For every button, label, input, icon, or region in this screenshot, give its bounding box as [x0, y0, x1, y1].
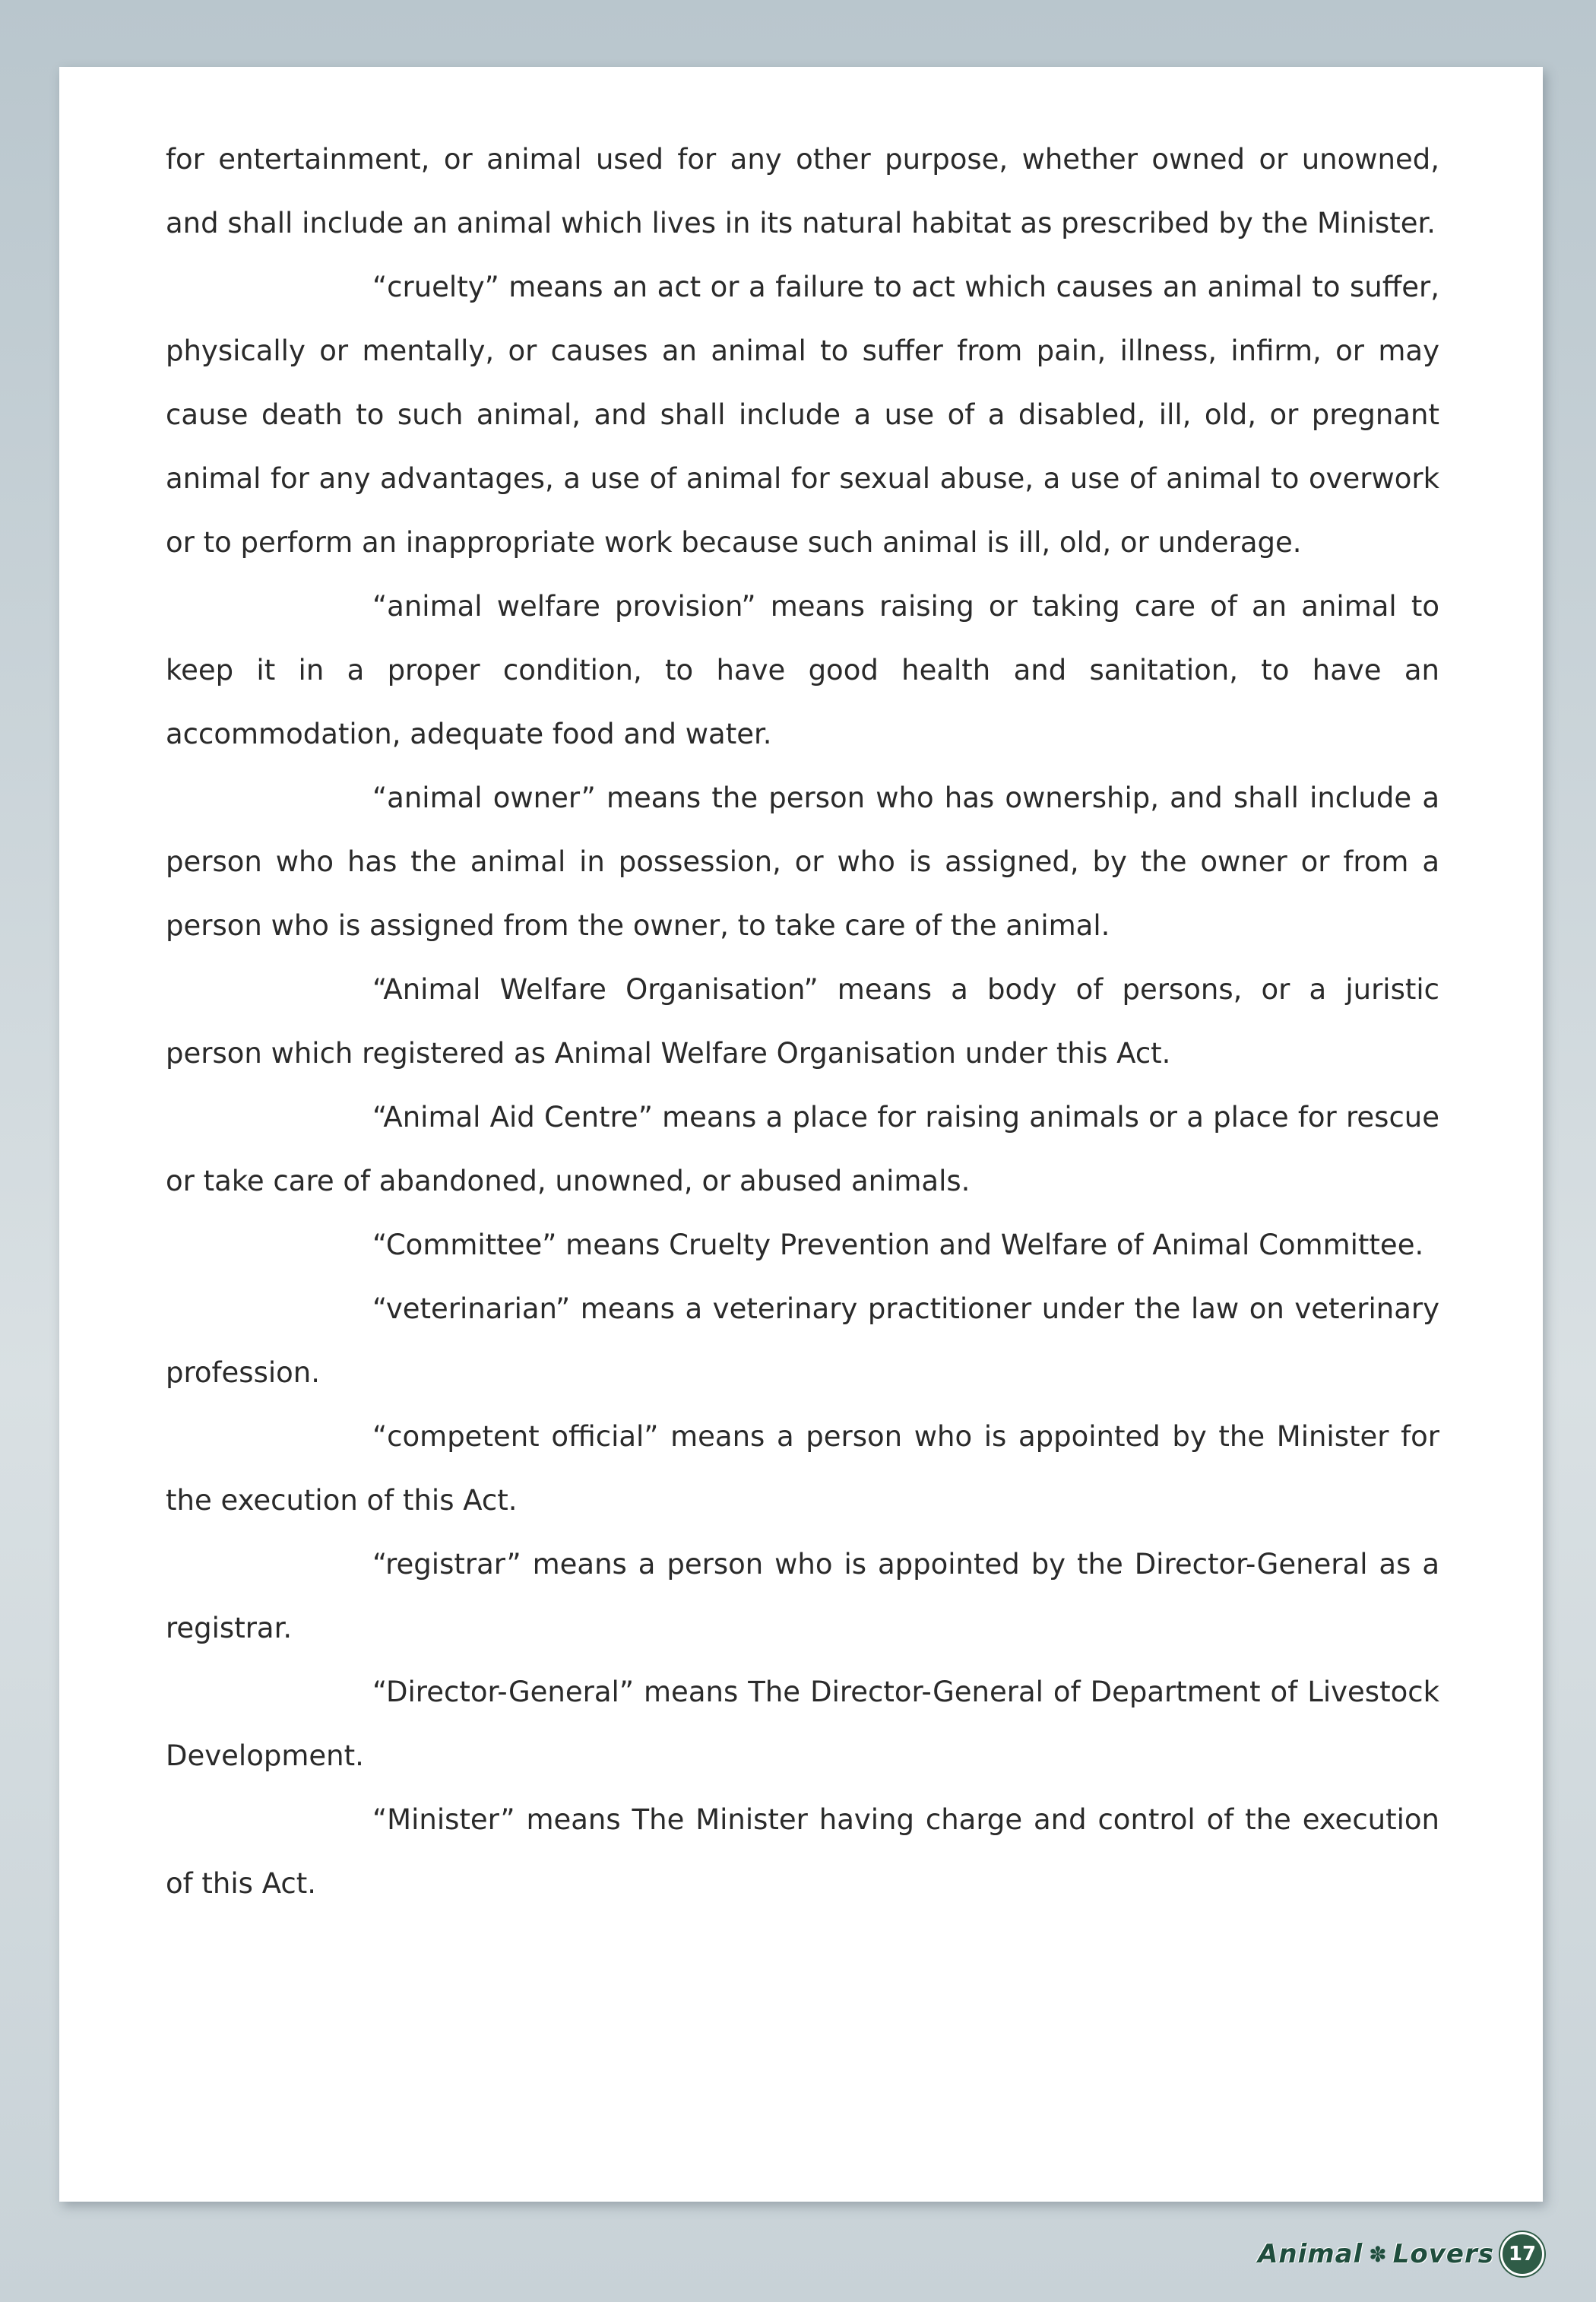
definition-veterinarian: “veterinarian” means a veterinary practitioner under the law on veterinary profession. — [166, 1292, 1439, 1389]
document-body — [166, 128, 1439, 1916]
page-number-badge: 17 — [1500, 2232, 1544, 2276]
definition-animal-aid-centre: “Animal Aid Centre” means a place for raising animals or a place for rescue or take care of abandoned, unowned, or abused animals. — [166, 1101, 1439, 1197]
definition-registrar: “registrar” means a person who is appointed by the Director-General as a registrar. — [166, 1548, 1439, 1644]
paw-icon: ✽ — [1369, 2241, 1387, 2267]
definition-animal-owner: “animal owner” means the person who has ownership, and shall include a person who has the animal in possession, or who is assigned, by the owner or from a person who is assigned from the owner, to take care of the animal. — [166, 782, 1439, 942]
brand-name-right: Lovers — [1392, 2239, 1494, 2269]
definition-minister: “Minister” means The Minister having charge and control of the execution of this Act. — [166, 1803, 1439, 1900]
brand-name-left: Animal — [1258, 2239, 1363, 2269]
document-page — [59, 67, 1543, 2202]
definition-animal-welfare-organisation: “Animal Welfare Organisation” means a body of persons, or a juristic person which registered as Animal Welfare Organisation under this Act. — [166, 973, 1439, 1070]
footer-brand — [1258, 2232, 1544, 2276]
definition-director-general: “Director-General” means The Director-General of Department of Livestock Development. — [166, 1676, 1439, 1772]
definition-cruelty: “cruelty” means an act or a failure to act which causes an animal to suffer, physically or mentally, or causes an animal to suffer from pain, illness, infirm, or may cause death to such animal, and shall include a use of a disabled, ill, old, or pregnant animal for any advantages, a use of animal for sexual abuse, a use of animal to overwork or to perform an inappropriate work because such animal is ill, old, or underage. — [166, 271, 1439, 559]
definition-competent-official: “competent official” means a person who is appointed by the Minister for the execution of this Act. — [166, 1420, 1439, 1517]
paragraph: for entertainment, or animal used for any other purpose, whether owned or unowned, and shall include an animal which lives in its natural habitat as prescribed by the Minister. — [166, 143, 1439, 239]
definition-animal-welfare-provision: “animal welfare provision” means raising or taking care of an animal to keep it in a proper condition, to have good health and sanitation, to have an accommodation, adequate food and water. — [166, 590, 1439, 750]
definition-committee: “Committee” means Cruelty Prevention and Welfare of Animal Committee. — [372, 1229, 1424, 1261]
